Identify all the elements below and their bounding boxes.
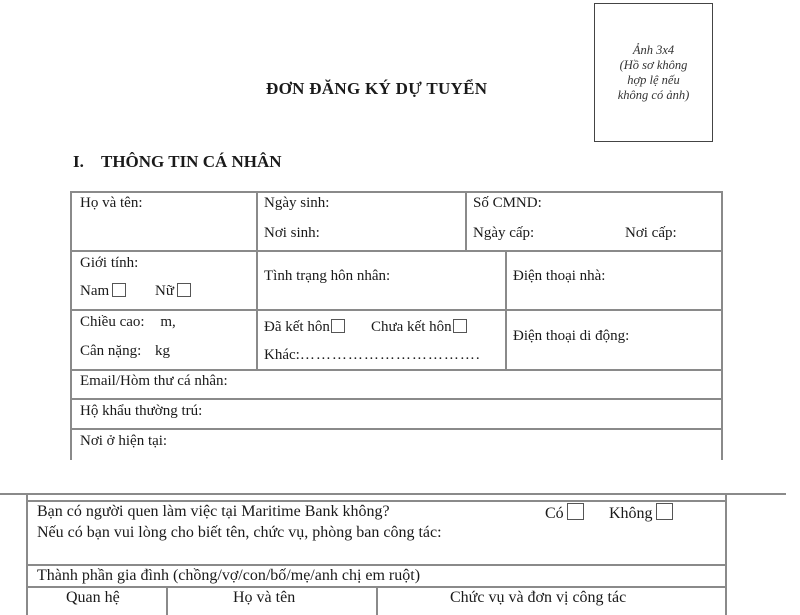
table-border — [725, 493, 727, 615]
table-col-divider — [166, 586, 168, 615]
issue-date-field[interactable]: Ngày cấp: — [473, 225, 535, 241]
home-phone-field[interactable]: Điện thoại nhà: — [513, 268, 606, 284]
photo-note-line: hợp lệ nếu — [627, 72, 680, 87]
table-col-divider — [256, 191, 258, 370]
table-row-divider — [26, 564, 726, 566]
section-heading — [73, 152, 282, 172]
married-checkbox[interactable] — [331, 319, 345, 333]
mobile-phone-field[interactable]: Điện thoại di động: — [513, 328, 630, 344]
birthplace-field[interactable]: Nơi sinh: — [264, 225, 320, 241]
issue-place-field[interactable]: Nơi cấp: — [625, 225, 677, 241]
permanent-address-field[interactable]: Hộ khẩu thường trú: — [80, 403, 203, 419]
table-col-divider — [505, 250, 507, 370]
table-border — [26, 493, 28, 615]
gender-female-checkbox[interactable] — [177, 283, 191, 297]
table-col-divider — [465, 191, 467, 251]
table-row-divider — [70, 428, 723, 430]
acquaintance-yes-label: Có — [545, 505, 564, 522]
table-row-divider — [70, 369, 723, 371]
id-number-field[interactable]: Số CMND: — [473, 195, 542, 211]
section-number: I. — [73, 152, 84, 171]
family-section-title: Thành phần gia đình (chồng/vợ/con/bố/mẹ/anh chị em ruột) — [37, 567, 421, 584]
dob-field[interactable]: Ngày sinh: — [264, 195, 330, 211]
marital-status-label: Tình trạng hôn nhân: — [264, 268, 391, 284]
table-border — [721, 191, 723, 460]
single-checkbox[interactable] — [453, 319, 467, 333]
height-label: Chiều cao: — [80, 314, 145, 330]
other-dotted-line: ……………………………. — [299, 347, 481, 363]
photo-label: Ảnh 3x4 — [632, 42, 675, 57]
gender-male-checkbox[interactable] — [112, 283, 126, 297]
photo-placeholder-box — [594, 3, 713, 142]
gender-male-option[interactable] — [80, 282, 126, 300]
full-name-field[interactable]: Họ và tên: — [80, 195, 143, 211]
table-border — [26, 500, 726, 502]
table-row-divider — [70, 398, 723, 400]
gender-label: Giới tính: — [80, 255, 139, 271]
weight-label: Cân nặng: — [80, 343, 142, 359]
table-border — [70, 191, 723, 193]
married-label: Đã kết hôn — [264, 319, 330, 335]
family-col-header-name: Họ và tên — [233, 589, 296, 606]
marital-other-field[interactable] — [264, 346, 481, 364]
photo-note-line: không có ảnh) — [617, 87, 690, 102]
email-field[interactable]: Email/Hòm thư cá nhân: — [80, 373, 228, 389]
document-title: ĐƠN ĐĂNG KÝ DỰ TUYỂN — [266, 79, 488, 98]
acquaintance-question: Bạn có người quen làm việc tại Maritime Bank không? — [37, 503, 390, 520]
acquaintance-no-label: Không — [609, 505, 653, 522]
photo-note-line: (Hồ sơ không — [619, 57, 688, 72]
acquaintance-followup[interactable]: Nếu có bạn vui lòng cho biết tên, chức vụ, phòng ban công tác: — [37, 524, 442, 541]
table-border — [70, 191, 72, 460]
acquaintance-yes-option[interactable] — [545, 503, 584, 523]
table-col-divider — [376, 586, 378, 615]
gender-male-label: Nam — [80, 283, 110, 299]
weight-field[interactable] — [80, 342, 170, 360]
table-row-divider — [70, 250, 723, 252]
single-label: Chưa kết hôn — [371, 319, 452, 335]
height-field[interactable] — [80, 313, 176, 331]
acquaintance-yes-checkbox[interactable] — [567, 503, 584, 520]
current-address-field[interactable]: Nơi ở hiện tại: — [80, 433, 168, 449]
acquaintance-no-checkbox[interactable] — [656, 503, 673, 520]
gender-female-option[interactable] — [155, 282, 191, 300]
height-unit: m, — [160, 314, 176, 330]
married-option[interactable] — [264, 318, 345, 336]
single-option[interactable] — [371, 318, 467, 336]
other-label: Khác: — [264, 347, 300, 363]
family-col-header-relation: Quan hệ — [66, 589, 120, 606]
page-top-rule — [0, 493, 786, 495]
weight-unit: kg — [155, 343, 170, 359]
gender-female-label: Nữ — [155, 283, 174, 299]
acquaintance-no-option[interactable] — [609, 503, 673, 523]
table-row-divider — [70, 309, 723, 311]
section-title: THÔNG TIN CÁ NHÂN — [101, 152, 282, 171]
family-col-header-position: Chức vụ và đơn vị công tác — [450, 589, 627, 606]
